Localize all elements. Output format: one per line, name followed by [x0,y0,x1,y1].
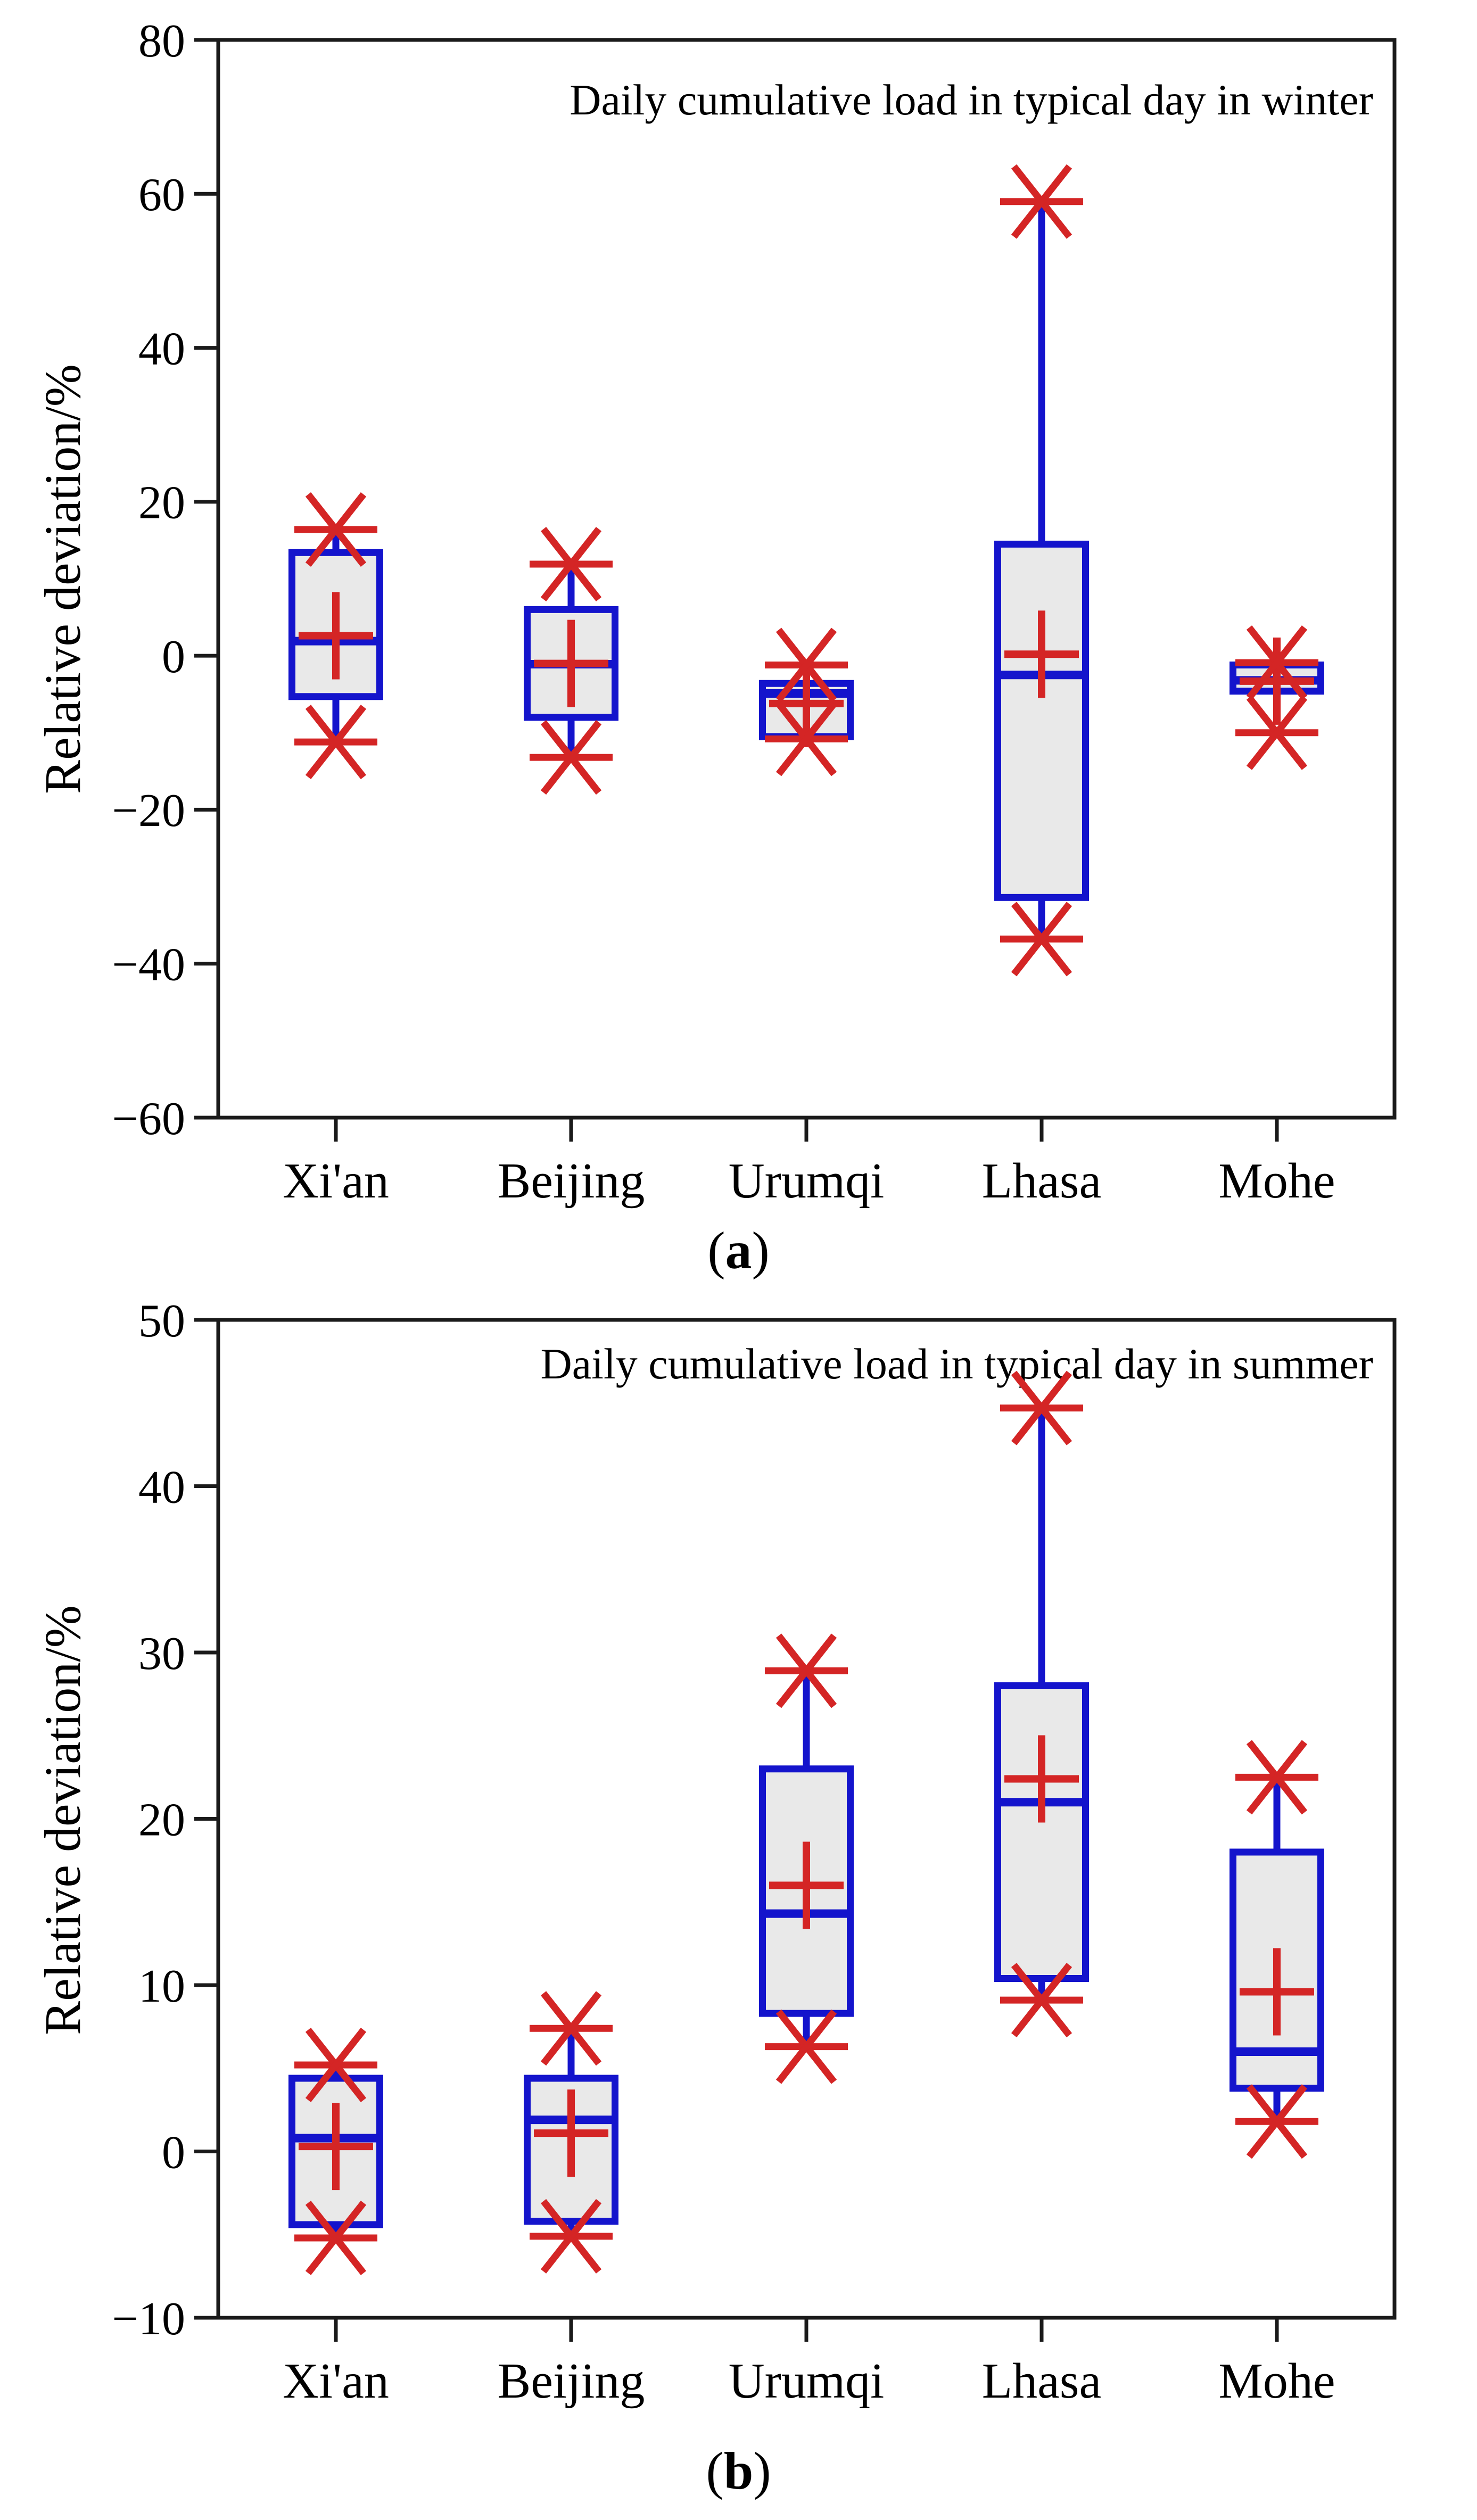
caption-letter-a: a [725,1221,752,1280]
x-category-label-lhasa: Lhasa [981,2353,1102,2409]
caption-close-paren: ) [753,2441,771,2500]
boxplot-beijing [527,529,615,792]
x-category-label-urumqi: Urumqi [728,2353,885,2409]
y-tick-label: 0 [162,631,185,683]
y-tick-label: 30 [138,1627,185,1680]
boxplot-xian [292,2030,380,2273]
y-tick-label: 10 [138,1960,185,2012]
mean-marker [1240,638,1314,725]
x-category-label-beijing: Beijing [497,2353,645,2409]
x-category-label-mohe: Mohe [1218,1153,1335,1209]
x-category-label-xian: Xi'an [283,1153,389,1209]
y-tick-label: 40 [138,323,185,375]
caption-close-paren: ) [752,1221,770,1280]
boxplot-urumqi [763,630,851,774]
chart-a-caption [0,1213,1477,1288]
chart-b-figure [0,1288,1477,2520]
x-category-label-mohe: Mohe [1218,2353,1335,2409]
caption-open-paren: ( [706,2441,724,2500]
y-tick-label: 80 [138,15,185,67]
y-axis-label: Relative deviation/% [34,1605,91,2035]
y-tick-label: −60 [112,1093,185,1145]
y-tick-label: 50 [138,1295,185,1347]
boxplot-beijing [527,1993,615,2271]
chart-title: Daily cumulative load in typical day in winter [570,76,1373,124]
y-axis-label: Relative deviation/% [34,364,91,794]
x-category-label-lhasa: Lhasa [981,1153,1102,1209]
boxplot-xian [292,494,380,777]
iqr-box [998,544,1086,897]
caption-open-paren: ( [707,1221,725,1280]
chart-b-caption [0,2422,1477,2520]
y-tick-label: −20 [112,785,185,837]
y-tick-label: −40 [112,939,185,991]
boxplot-lhasa [998,167,1086,974]
plot-border [218,40,1395,1118]
iqr-box [998,1686,1086,1979]
x-category-label-xian: Xi'an [283,2353,389,2409]
y-tick-label: 20 [138,1794,185,1846]
y-tick-label: 20 [138,477,185,529]
boxplot-lhasa [998,1373,1086,2036]
chart-title: Daily cumulative load in typical day in summer [540,1340,1373,1388]
caption-letter-b: b [723,2441,754,2500]
x-category-label-beijing: Beijing [497,1153,645,1209]
boxplot-mohe [1233,1742,1321,2157]
boxplot-urumqi [763,1635,851,2081]
y-tick-label: 0 [162,2127,185,2179]
boxplot-mohe [1233,627,1321,768]
y-tick-label: 60 [138,169,185,221]
x-category-label-urumqi: Urumqi [728,1153,885,1209]
chart-b-canvas [0,1288,1477,2422]
y-tick-label: −10 [112,2293,185,2345]
chart-a-canvas [0,0,1477,1213]
y-tick-label: 40 [138,1461,185,1514]
